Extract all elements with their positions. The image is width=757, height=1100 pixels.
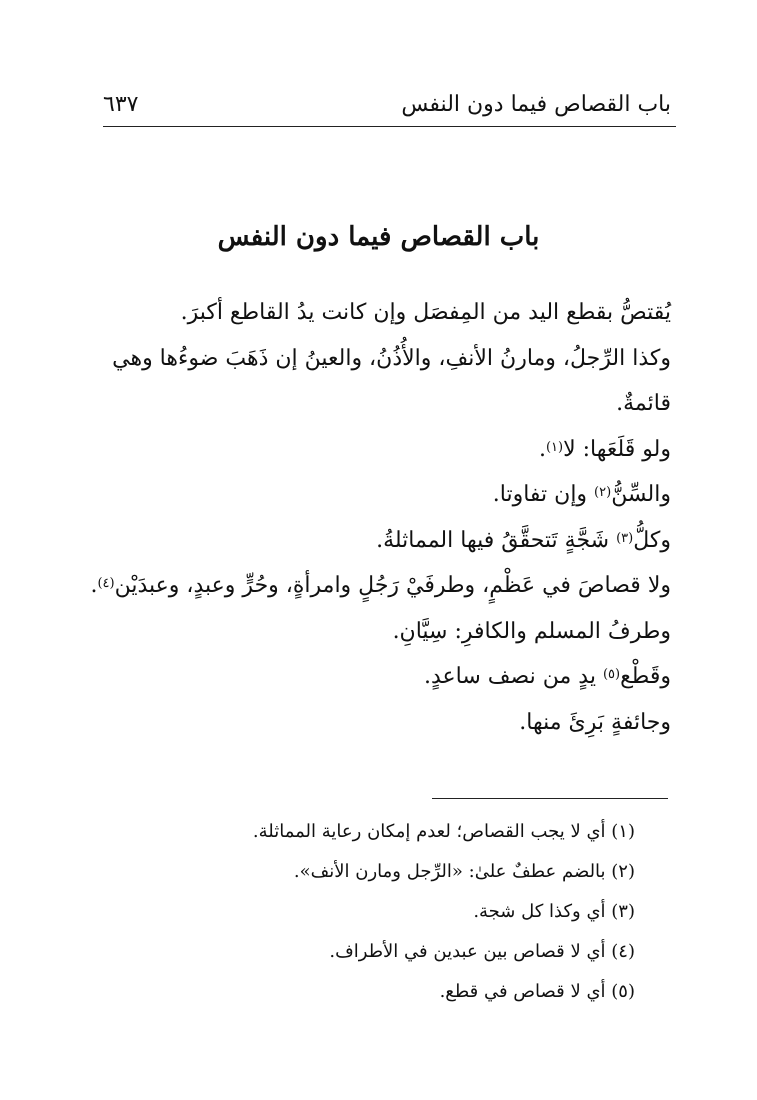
- footnote-ref-1: (١): [545, 439, 564, 455]
- paragraph-7: وطرفُ المسلم والكافرِ: سِيَّانِ.: [392, 618, 671, 644]
- paragraph-9: وجائفةٍ بَرِئَ منها.: [519, 709, 671, 735]
- paragraph-3: [71, 427, 671, 473]
- paragraph-3-end: .: [538, 436, 546, 462]
- footnote-5: (٥) أي لا قصاص في قطع.: [439, 981, 635, 1002]
- chapter-title: باب القصاص فيما دون النفس: [217, 222, 540, 252]
- paragraph-8: [71, 654, 671, 700]
- paragraph-4-end: وإن تفاوتا.: [492, 482, 595, 507]
- footnote-ref-4: (٤): [97, 576, 115, 591]
- footnote-separator: [432, 798, 668, 799]
- paragraph-8-end: يدٍ من نصف ساعدٍ.: [423, 664, 603, 689]
- paragraph-8-text: وقَطْع: [620, 664, 671, 689]
- paragraph-2-line-1: وكذا الرِّجلُ، ومارنُ الأنفِ، والأُذُنُ، والعينُ إن ذَهَبَ ضوءُها وهي: [112, 345, 671, 371]
- paragraph-3-text: ولو قَلَعَها: لا: [563, 436, 671, 462]
- footnote-3: (٣) أي وكذا كل شجة.: [473, 901, 635, 922]
- page-number: ٦٣٧: [103, 92, 139, 117]
- footnote-1: (١) أي لا يجب القصاص؛ لعدم إمكان رعاية المماثلة.: [252, 821, 635, 842]
- footnote-ref-5: (٥): [602, 667, 621, 682]
- paragraph-6-end: .: [90, 573, 98, 598]
- footnote-ref-3: (٣): [616, 530, 634, 546]
- paragraph-5-end: شَجَّةٍ تَتحقَّقُ فيها المماثلةُ.: [376, 527, 617, 553]
- header-rule: [103, 126, 676, 127]
- footnote-2: (٢) بالضم عطفٌ علىٰ: «الرِّجل ومارن الأنف».: [293, 861, 635, 882]
- paragraph-5: [71, 518, 671, 564]
- paragraph-4-text: والسِّنُّ: [611, 482, 671, 507]
- paragraph-5-text: وكلُّ: [633, 527, 671, 553]
- paragraph-4: [71, 472, 671, 518]
- paragraph-6-text: ولا قصاصَ في عَظْمٍ، وطرفَيْ رَجُلٍ وامرأةٍ، وحُرٍّ وعبدٍ، وعبدَيْن: [114, 573, 671, 598]
- body-text: [71, 290, 671, 745]
- paragraph-2-line-2: قائمةٌ.: [616, 391, 671, 416]
- running-header-title: باب القصاص فيما دون النفس: [401, 92, 671, 117]
- footnote-ref-2: (٢): [594, 485, 612, 500]
- footnotes: [95, 812, 635, 1012]
- paragraph-6: [71, 563, 671, 609]
- footnote-4: (٤) أي لا قصاص بين عبدين في الأطراف.: [329, 941, 635, 962]
- paragraph-1: يُقتصُّ بقطع اليد من المِفصَل وإن كانت يدُ القاطع أكبرَ.: [180, 300, 671, 325]
